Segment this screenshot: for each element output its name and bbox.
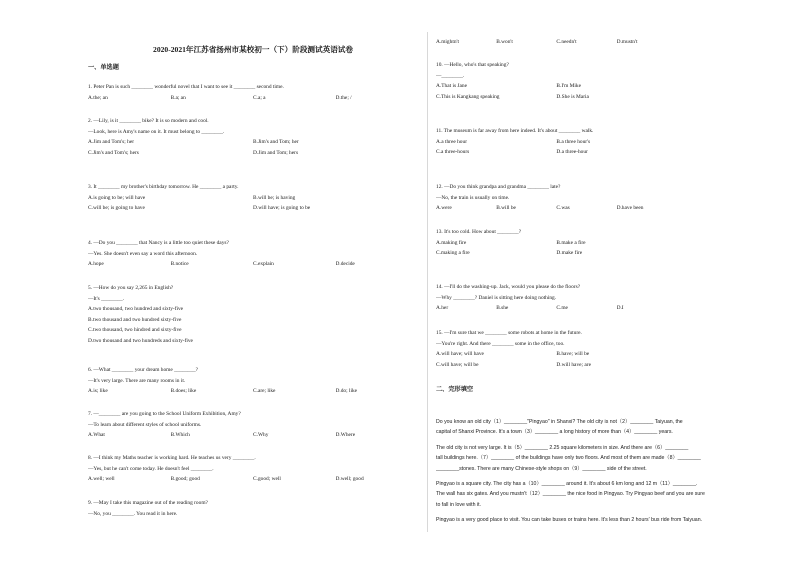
option-A: A.were [436,205,452,212]
question-11-option-row [436,147,786,158]
question-8-stem-line: —Yes, but he can't come today. He doesn't feel ________. [88,465,214,472]
option-A: A.a three hour [436,138,467,145]
question-7-stem-line: —To learn about different styles of school uniforms. [88,421,202,428]
question-11-option-row [436,137,786,148]
question-15-stem-line: —You're right. And there ________ some in the office, too. [436,340,565,347]
question-5-stem-line: —It's ________. [88,295,125,302]
question-6-stem-line: 6. —What ________ your dream home ________? [88,367,199,373]
option-D: D.Where [335,432,356,439]
question-7 [88,409,418,441]
question-9-stem-line: —No, you ________. You read it in here. [88,510,178,517]
option-B: B.will be [496,205,516,212]
option-A: A.is; like [88,388,108,395]
option-A: A.Jim and Tom's; her [88,139,135,146]
question-2-option-row [88,148,418,159]
option-B: B.make a fire [556,239,586,246]
question-10-stem-line: 10. —Hello, who's that speaking? [436,62,509,68]
cloze-paragraph-3 [436,479,781,510]
option-B: B.Which [170,432,190,439]
cloze-line: Pingyao is a square city. The city has a（10）________ around it. It's about 6 km long and 12 m（11）________. [436,481,698,487]
cloze-line: Do you know an old city（1）________"Pingyao" in Shanxi? The old city is not（2）________ Taiyuan, the [436,419,683,425]
option-C: C.making a fire [436,250,470,257]
option-A: A.mightn't [436,39,459,45]
question-9 [88,498,418,519]
option-A: A.her [436,305,449,312]
question-10-option-row [436,81,786,92]
option-B: B.does; like [170,388,197,395]
option-D: D.well; good [335,476,364,483]
option-A: A.What [88,432,105,439]
cloze-line: ________stones. There are many Chinese-style shops on（9）________ side of the street. [436,465,647,472]
option-C: C.Jim's and Tom's; hers [88,149,139,156]
question-8-option-row [88,474,418,485]
question-2 [88,116,418,158]
option-A: A.making fire [436,239,467,246]
question-9-options [436,37,786,48]
option-D: D.mustn't [616,39,638,45]
question-12 [436,182,786,214]
option-D: D.have been [616,205,644,212]
cloze-line: The wall has six gates. And you mustn't（12）________ the nice food in Pingyao. Try Pingyao beef and you are sure [436,491,705,498]
option-C: C.good; well [253,476,281,483]
question-5-stem-line: 5. —How do you say 2,265 in English? [88,285,174,291]
question-4-stem-line: 4. —Do you ________ that Nancy is a little too quiet these days? [88,240,229,246]
option-C: C.This is Kangkang speaking [436,93,500,100]
option-B: B.notice [170,261,189,268]
question-1 [88,82,418,103]
question-3-option-row [88,203,418,214]
question-5 [88,283,418,347]
section-heading-single-choice: 一、单选题 [88,64,119,71]
question-14 [436,282,786,314]
option-D: D.decide [335,261,355,268]
cloze-line: capital of Shanxi Province. It's a town（3）________ a long history of more than（4）________ years. [436,429,673,436]
question-6-stem-line: —It's very large. There are many rooms in it. [88,377,186,384]
option-C: C.needn't [556,39,577,45]
question-14-stem-line: —Why ________? Daniel is sitting here doing nothing. [436,294,557,301]
question-2-stem-line: —Look, here is Amy's name on it. It must belong to ________. [88,128,225,135]
question-10-option-row [436,92,786,103]
question-15-stem-line: 15. —I'm sure that we ________ some robots at home in the future. [436,330,582,336]
question-6 [88,365,418,397]
question-15-option-row [436,360,786,371]
question-2-option-row [88,137,418,148]
option-A: A.is going to be; will have [88,194,146,201]
option-A: A.That is Jane [436,83,467,90]
question-3 [88,182,418,214]
question-14-stem-line: 14. —I'll do the washing-up. Jack, would you please do the floors? [436,284,581,290]
option-B: B.won't [496,39,513,45]
option-D: D.Jim and Tom; hers [253,149,299,156]
option-B: B.I'm Mike [556,83,582,90]
option-A: A.will have; will have [436,351,484,358]
option-B: B.will be; is having [253,194,296,201]
question-4 [88,238,418,270]
question-8-stem-line: 8. —I think my Maths teacher is working hard. He teaches us very ________. [88,455,256,461]
question-10 [436,60,786,102]
question-13-option-row [436,238,786,249]
question-6-option-row [88,386,418,397]
option-D: D.a three-hour [556,149,588,156]
option-C: C.a three-hours [436,149,470,156]
cloze-paragraph-4 [436,515,781,525]
question-13 [436,227,786,259]
question-1-stem-line: 1. Peter Pan is such ________ wonderful novel that I want to see it ________ second time. [88,84,284,90]
question-11 [436,126,786,158]
option-D: D.do; like [335,388,358,395]
question-4-stem-line: —Yes. She doesn't even say a word this afternoon. [88,250,198,257]
question-14-option-row [436,303,786,314]
option-D: D.I [616,305,624,312]
option-D: D.will have; are [556,361,591,368]
option-D: D.make fire [556,250,583,257]
option-C: C.Why [253,432,269,439]
option-C: C.was [556,205,570,212]
option-C: C.will be; is going to have [88,205,145,212]
question-13-stem-line: 13. It's too cold. How about ________? [436,229,522,235]
option-C: C.two thousand, two hindred and sixty-five [88,327,182,334]
option-C: C.explain [253,261,274,268]
option-B: B.a; an [170,94,186,101]
question-11-stem-line: 11. The museum is far away from here indeed. It's about ________ walk. [436,128,594,134]
question-7-option-row [88,430,418,441]
option-D: D.She is Maria [556,93,589,100]
option-B: B.a three hour's [556,138,591,145]
question-10-stem-line: —________. [436,72,465,79]
question-13-option-row [436,248,786,259]
option-A: A.two thousand, two hundred and sixty-five [88,306,184,313]
question-8 [88,453,418,485]
question-3-option-row [88,193,418,204]
option-B: B.Jim's and Tom; her [253,139,299,146]
page-title: 2020-2021年江苏省扬州市某校初一（下）阶段测试英语试卷 [153,45,353,54]
question-4-option-row [88,259,418,270]
question-2-stem-line: 2. —Lily, is it ________ bike? It is so modern and cool. [88,118,209,124]
option-A: A.the; an [88,94,108,101]
question-12-option-row [436,203,786,214]
question-12-stem-line: —No, the train is usually on time. [436,194,510,201]
option-C: C.a; a [253,94,266,101]
option-B: B.she [496,305,509,312]
question-9-stem-line: 9. —May I take this magazine out of the reading room? [88,500,208,506]
question-15-option-row [436,349,786,360]
cloze-line: The old city is not very large. It is（5）________ 2.25 square kilometers in size. And there are（6）________ [436,445,689,451]
question-1-option-row [88,93,418,104]
option-A: A.well; well [88,476,115,483]
cloze-paragraph-2 [436,443,781,474]
section-heading-cloze: 二、完形填空 [436,386,474,393]
question-15 [436,328,786,370]
option-B: B.have; will be [556,351,590,358]
option-C: C.will have; will be [436,361,479,368]
column-divider [427,32,428,532]
option-D: D.two thousand and two hundreds and sixty-five [88,337,193,344]
option-D: D.the; / [335,94,352,101]
option-A: A.hope [88,261,104,268]
question-7-stem-line: 7. —________ are you going to the School Uniform Exhibition, Amy? [88,411,241,417]
question-3-stem-line: 3. It ________ my brother's birthday tomorrow. He ________ a party. [88,184,239,190]
option-B: B.good; good [170,476,200,483]
cloze-line: to fall in love with it. [436,501,481,508]
option-C: C.me [556,305,568,312]
cloze-line: Pingyao is a very good place to visit. You can take buses or trains here. It's less than 2 hours' bus ride from Taiyuan. [436,517,703,523]
question-12-stem-line: 12. —Do you think grandpa and grandma ________ late? [436,184,561,190]
cloze-paragraph-1 [436,417,781,438]
option-D: D.will have; is going to be [253,205,311,212]
option-C: C.are; like [253,388,276,395]
option-B: B.two thousand and two hundred sixty-five [88,316,182,323]
cloze-line: tall buildings here.（7）________ of the buildings have only two floors. And most of them are made（8）________ [436,455,701,462]
